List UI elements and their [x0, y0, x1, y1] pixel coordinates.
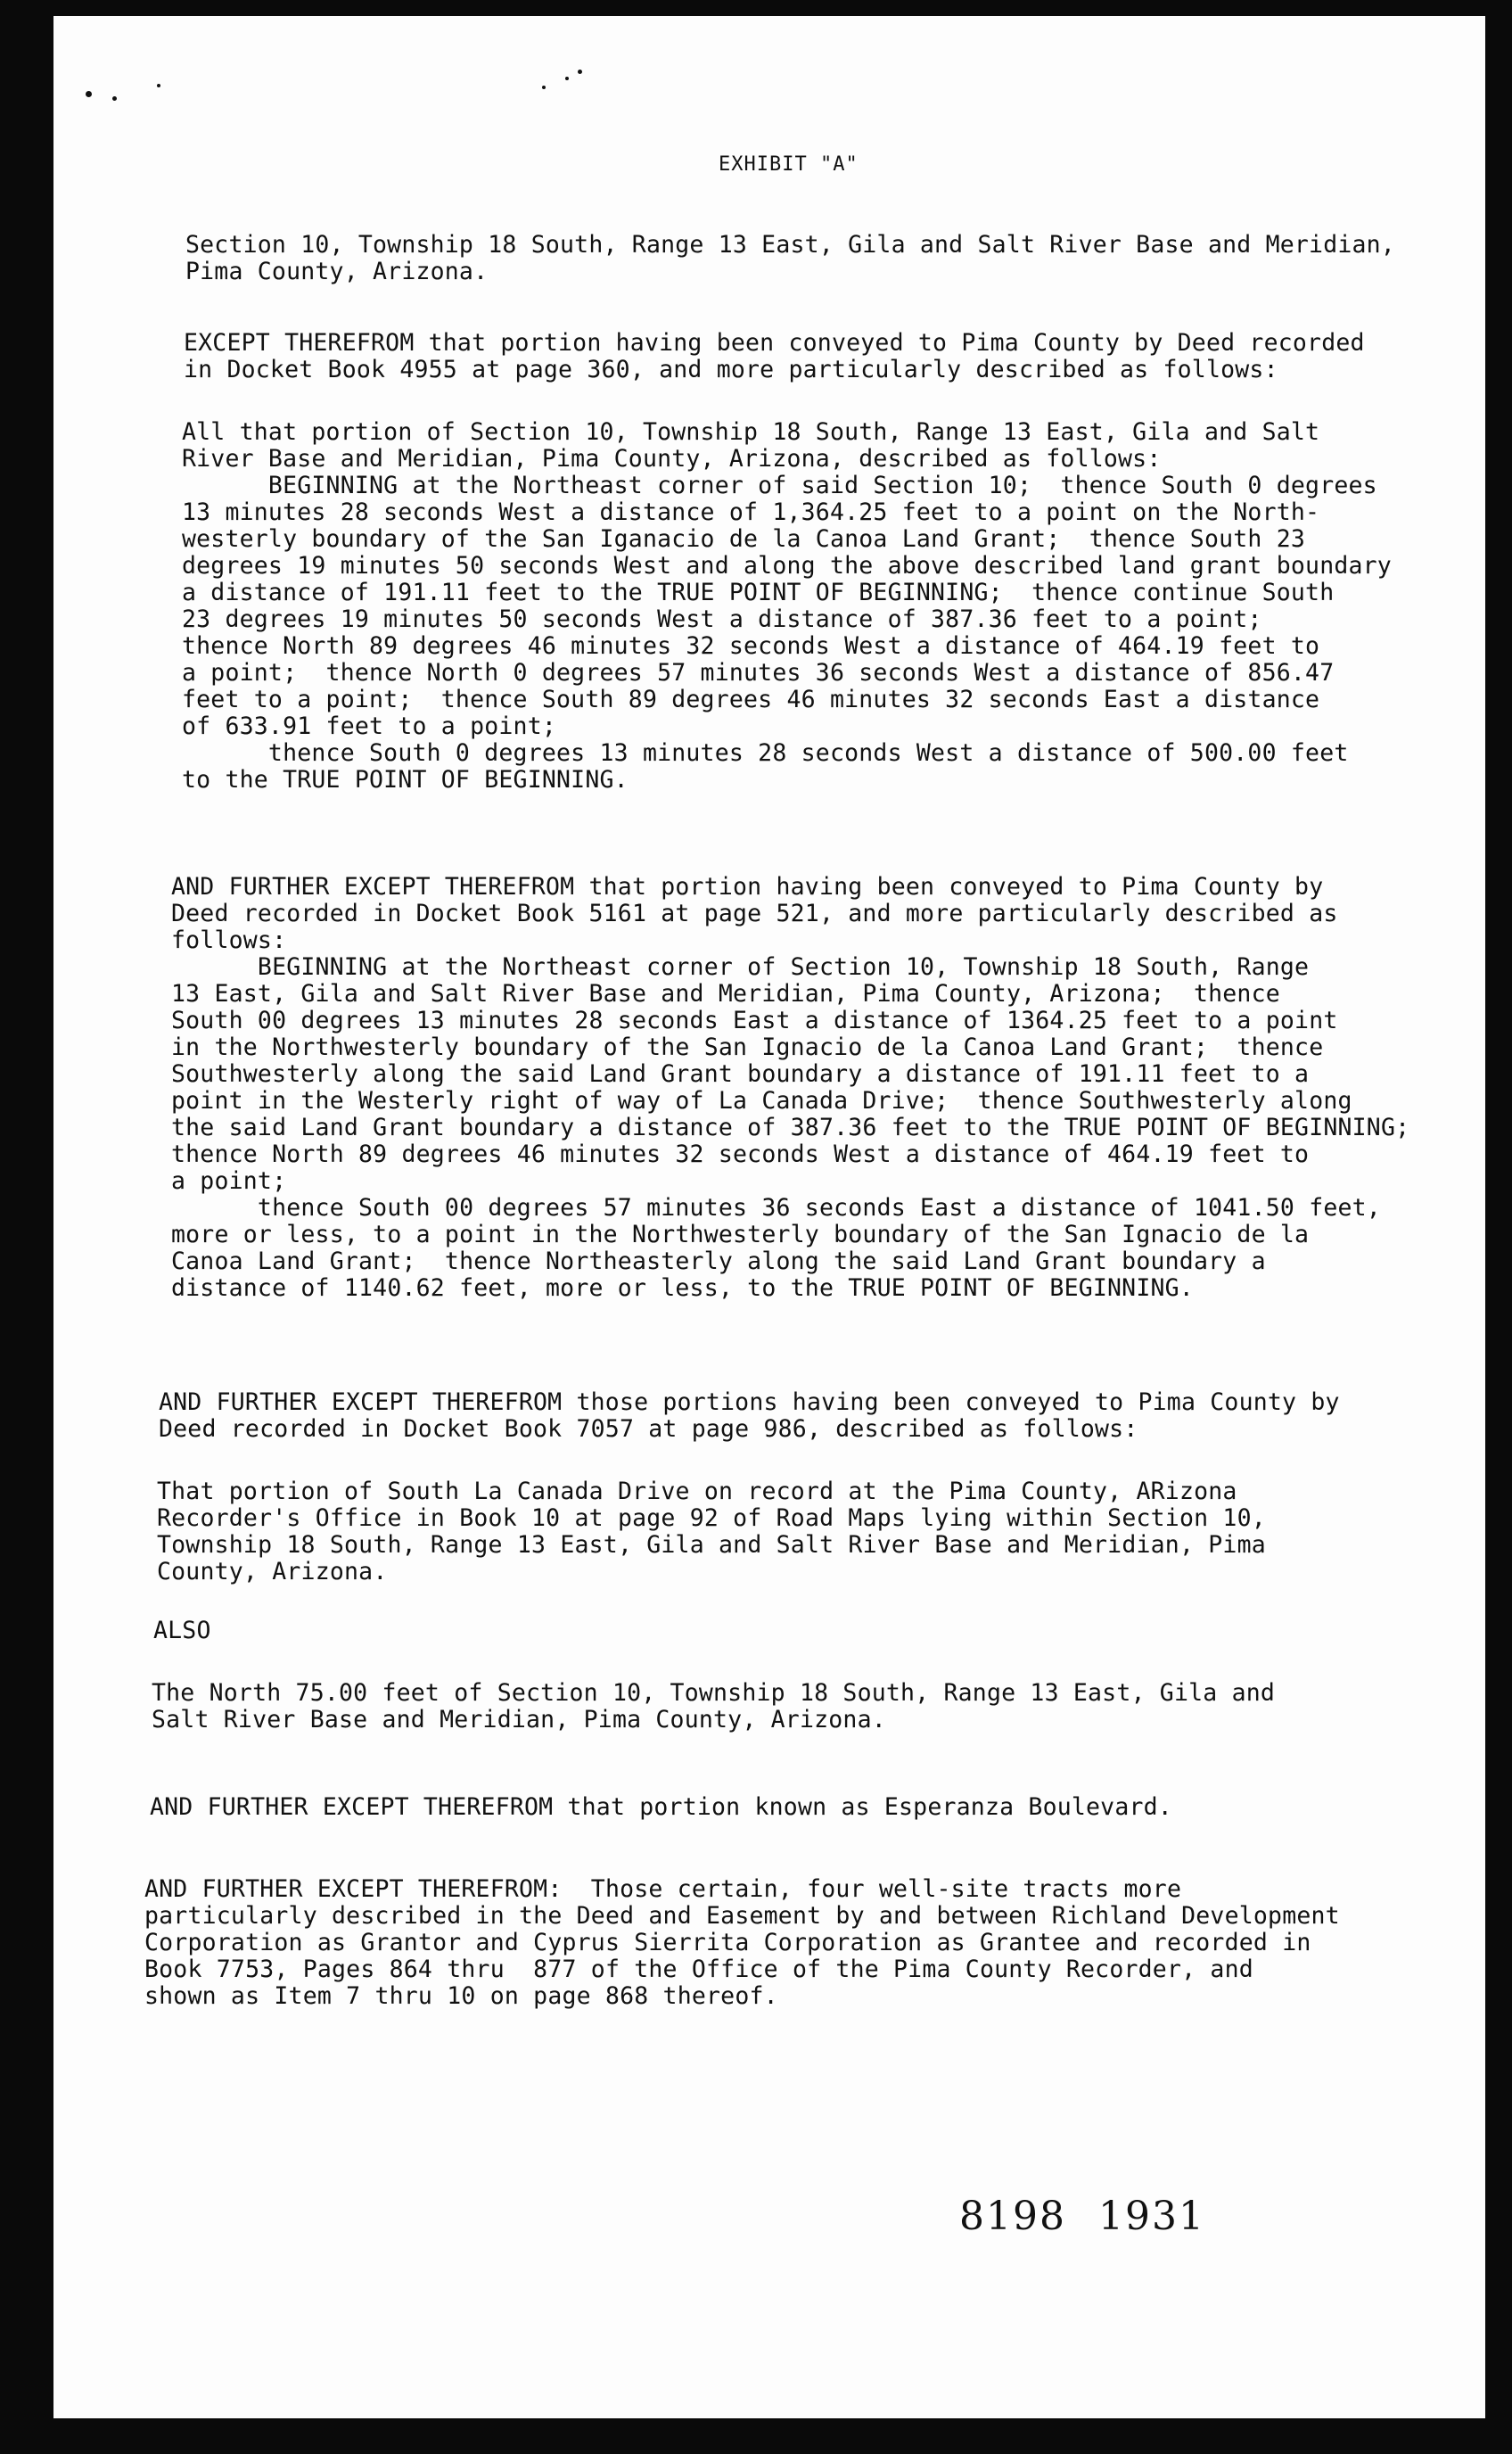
scan-border-bottom — [0, 2418, 1512, 2454]
well-site-exception-paragraph: AND FURTHER EXCEPT THEREFROM: Those certain, four well-site tracts more particularly described in the Deed and Easement by and between Richland Development Corporation as Grantor and Cyprus Sierrita Corporation as Grantee and recorded in Book 7753, Pages 864 thru 877 of the Office of the Pima County Recorder, and shown as Item 7 thru 10 on page 868 thereof. — [144, 1875, 1340, 2010]
legal-description-paragraph: Section 10, Township 18 South, Range 13 East, Gila and Salt River Base and Meridian, Pima County, Arizona. — [185, 231, 1395, 285]
recording-number: 8198 1931 — [959, 2194, 1205, 2239]
north-strip-paragraph: The North 75.00 feet of Section 10, Township 18 South, Range 13 East, Gila and Salt River Base and Meridian, Pima County, Arizona. — [152, 1679, 1276, 1733]
scan-border-top — [0, 0, 1512, 16]
also-heading: ALSO — [153, 1617, 211, 1644]
scan-speck — [86, 91, 92, 97]
exception-paragraph: EXCEPT THEREFROM that portion having been conveyed to Pima County by Deed recorded in Docket Book 4955 at page 360, and more particularly described as follows: — [184, 329, 1365, 383]
further-exception-paragraph: AND FURTHER EXCEPT THEREFROM that portion having been conveyed to Pima County by Deed recorded in Docket Book 5161 at page 521, and more particularly described as follows: BEGINNING at the Northeast corner of Section 10, Township 18 South, Range 13 East, Gila and Salt River Base and Meridian, Pima County, Arizona; thence South 00 degrees 13 minutes 28 seconds East a distance of 1364.25 feet to a point in the Northwesterly boundary of the San Ignacio de la Canoa Land Grant; thence Southwesterly along the said Land Grant boundary a distance of 191.11 feet to a point in the Westerly right of way of La Canada Drive; thence Southwesterly along the said Land Grant boundary a distance of 387.36 feet to the TRUE POINT OF BEGINNING; thence North 89 degrees 46 minutes 32 seconds West a distance of 464.19 feet to a point; thence South 00 degrees 57 minutes 36 seconds East a distance of 1041.50 feet, more or less, to a point in the Northwesterly boundary of the San Ignacio de la Canoa Land Grant; thence Northeasterly along the said Land Grant boundary a distance of 1140.62 feet, more or less, to the TRUE POINT OF BEGINNING. — [171, 873, 1410, 1302]
esperanza-exception-paragraph: AND FURTHER EXCEPT THEREFROM that portion known as Esperanza Boulevard. — [150, 1793, 1172, 1821]
scan-speck — [565, 77, 569, 80]
exhibit-title: EXHIBIT "A" — [719, 153, 859, 176]
metes-and-bounds-paragraph: All that portion of Section 10, Township 18 South, Range 13 East, Gila and Salt River Base and Meridian, Pima County, Arizona, described as follows: BEGINNING at the Northeast corner of said Section 10; thence South 0 degrees 13 minutes 28 seconds West a distance of 1,364.25 feet to a point on the North- westerly boundary of the San Iganacio de la Canoa Land Grant; thence South 23 degrees 19 minutes 50 seconds West and along the above described land grant boundary a distance of 191.11 feet to the TRUE POINT OF BEGINNING; thence continue South 23 degrees 19 minutes 50 seconds West a distance of 387.36 feet to a point; thence North 89 degrees 46 minutes 32 seconds West a distance of 464.19 feet to a point; thence North 0 degrees 57 minutes 36 seconds West a distance of 856.47 feet to a point; thence South 89 degrees 46 minutes 32 seconds East a distance of 633.91 feet to a point; thence South 0 degrees 13 minutes 28 seconds West a distance of 500.00 feet to the TRUE POINT OF BEGINNING. — [182, 418, 1392, 794]
road-portion-paragraph: That portion of South La Canada Drive on record at the Pima County, ARizona Recorder's Office in Book 10 at page 92 of Road Maps lying within Section 10, Township 18 South, Range 13 East, Gila and Salt River Base and Meridian, Pima County, Arizona. — [157, 1478, 1266, 1585]
further-exception-paragraph: AND FURTHER EXCEPT THEREFROM those portions having been conveyed to Pima County by Deed recorded in Docket Book 7057 at page 986, described as follows: — [159, 1388, 1340, 1443]
scan-speck — [578, 70, 582, 74]
scan-border-left — [0, 0, 53, 2454]
scan-speck — [542, 86, 546, 89]
scan-border-right — [1485, 0, 1512, 2454]
scan-speck — [112, 96, 117, 101]
scan-speck — [157, 84, 160, 87]
